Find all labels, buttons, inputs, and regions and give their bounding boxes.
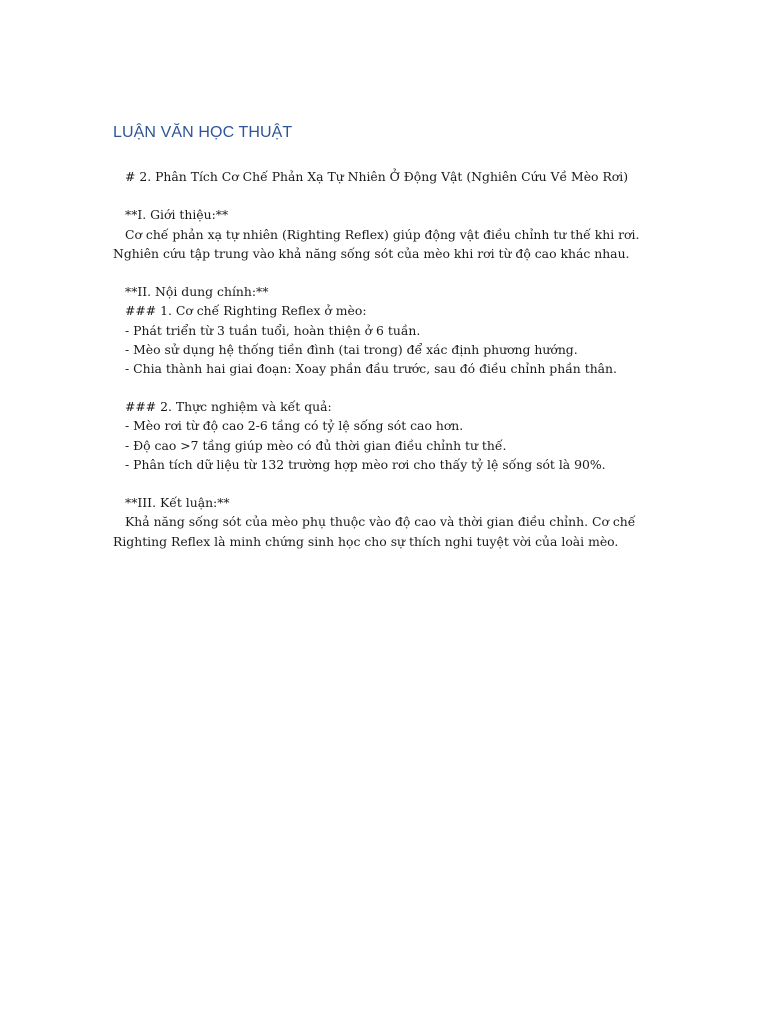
section-title-main-content: **II. Nội dung chính:** [125,284,269,300]
blank-line [113,263,623,282]
document-body [113,167,640,551]
paragraph-line: Nghiên cứu tập trung vào khả năng sống sót của mèo khi rơi từ độ cao khác nhau. [113,245,630,261]
paragraph-line: Righting Reflex là minh chứng sinh học cho sự thích nghi tuyệt vời của loài mèo. [113,533,619,549]
blank-line [113,474,623,493]
subsection-title: ### 2. Thực nghiệm và kết quả: [125,399,332,415]
bullet-item: - Phát triển từ 3 tuần tuổi, hoàn thiện ở 6 tuần. [125,322,421,338]
bullet-item: - Mèo rơi từ độ cao 2-6 tầng có tỷ lệ sống sót cao hơn. [125,418,464,434]
bullet-item: - Mèo sử dụng hệ thống tiền đình (tai trong) để xác định phương hướng. [125,341,578,357]
section-heading: # 2. Phân Tích Cơ Chế Phản Xạ Tự Nhiên Ở Động Vật (Nghiên Cứu Về Mèo Rơi) [125,169,629,184]
section-title-conclusion: **III. Kết luận:** [125,495,230,511]
blank-line [113,378,623,397]
paragraph-line: Cơ chế phản xạ tự nhiên (Righting Reflex) giúp động vật điều chỉnh tư thế khi rơi. [125,226,640,242]
section-title-introduction: **I. Giới thiệu:** [125,207,229,223]
bullet-item: - Chia thành hai giai đoạn: Xoay phần đầu trước, sau đó điều chỉnh phần thân. [125,360,617,376]
paragraph-line: Khả năng sống sót của mèo phụ thuộc vào độ cao và thời gian điều chỉnh. Cơ chế [125,514,636,530]
bullet-item: - Độ cao >7 tầng giúp mèo có đủ thời gian điều chỉnh tư thế. [125,437,507,453]
blank-line [113,186,623,205]
bullet-item: - Phân tích dữ liệu từ 132 trường hợp mèo rơi cho thấy tỷ lệ sống sót là 90%. [125,456,606,472]
subsection-title: ### 1. Cơ chế Righting Reflex ở mèo: [125,303,367,319]
document-title: LUẬN VĂN HỌC THUẬT [113,124,293,141]
